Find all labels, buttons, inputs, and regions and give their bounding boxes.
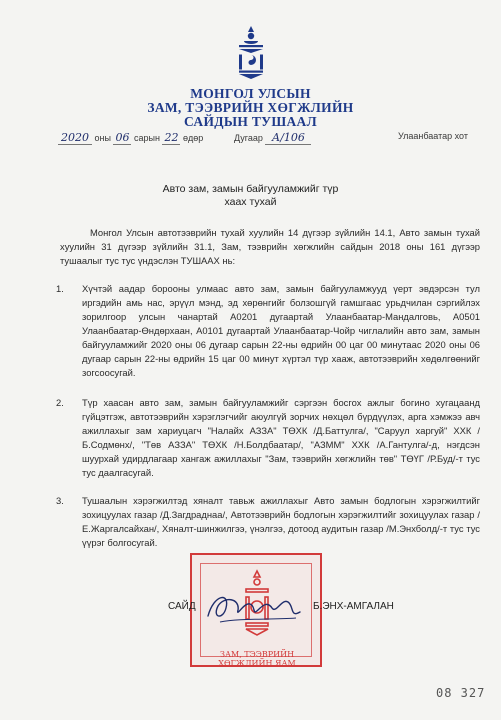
org-title-line1: МОНГОЛ УЛСЫН [190, 86, 311, 101]
item-number: 1. [56, 283, 64, 294]
item-text: Тушаалын хэрэгжилтэд хяналт тавьж ажиллахыг Авто замын бодлогын хэрэгжилтийг зохицуулах газар /Д.Загдраднаа/, Автотээврийн бодлогын хэрэгжилтийг зохицуулах газар /Е.Жаргалсайхан/, Хяналт-шинжилгээ, үнэлгээ, дотоод аудитын газар /М.Энхболд/-т тус тус үүрэг болгосугай. [82, 495, 480, 548]
list-item [56, 282, 480, 380]
signer-title: САЙД [168, 601, 196, 612]
handwritten-signature [200, 588, 310, 628]
item-number: 3. [56, 495, 64, 506]
list-item [56, 494, 480, 550]
state-emblem-icon [233, 26, 269, 82]
date-field [58, 131, 203, 145]
order-number-field [234, 131, 311, 145]
page-number: 08 327 [436, 686, 486, 700]
order-number: А/106 [265, 131, 311, 145]
org-title-line2: ЗАМ, ТЭЭВРИЙН ХӨГЖЛИЙН [147, 100, 354, 115]
day-label: өдөр [182, 133, 204, 143]
city-label: Улаанбаатар хот [398, 131, 468, 141]
intro-paragraph: Монгол Улсын автотээврийн тухай хуулийн 14 дүгээр зүйлийн 14.1, Авто замын тухай хуулийн 31 дүгээр зүйлийн 31.1, Зам, тээврийн хөгжлийн сайдын 2018 оны 161 дүгээр тушаалыг тус тус үндэслэн ТУШААХ нь: [60, 227, 480, 266]
item-text: Түр хаасан авто зам, замын байгууламжийг сэргээн босгох ажлыг богино хугацаанд гүйцэтгэж, автотээврийн хэрэглэгчийг аюулгүй зорчих нөхцөл бүрдүүлэх, арга хэмжээ авч ажиллахыг зам хариуцагч "Налайх АЗЗА" ТӨХК /Д.Баттулга/, "Саруул харгуй" ХХК /Б.Содмөнх/, "Төв АЗЗА" ТӨХК /Н.Болдбаатар/, "АЗММ" ХХК /А.Гантулга/-д, нэгдсэн шуурхай удирдлагаар хангаж ажиллахыг "Зам, тээврийн хөгжлийн төв" ТӨҮГ /Р.Буд/-т тус тус даалгасугай. [82, 397, 480, 478]
list-item [56, 396, 480, 480]
doc-title-line1: Авто зам, замын байгууламжийг түр [162, 183, 339, 195]
month-label: сарын [134, 133, 160, 143]
date-year: 2020 [58, 131, 92, 145]
number-label: Дугаар [234, 133, 263, 143]
org-title-line3: САЙДЫН ТУШААЛ [184, 114, 317, 129]
date-month: 06 [115, 131, 130, 144]
item-number: 2. [56, 397, 64, 408]
signer-name: Б.ЭНХ-АМГАЛАН [313, 601, 394, 612]
stamp-bottom-text: ЗАМ, ТЭЭВРИЙН ХӨГЖЛИЙН ЯАМ [218, 650, 296, 668]
item-text: Хүчтэй аадар борооны улмаас авто зам, замын байгууламжууд үерт эвдэрсэн тул иргэдийн амь нас, эрүүл мэнд, эд хөрөнгийг болзошгүй гамшгаас урьдчилан сэргийлэх зорилгоор улсын чанартай А0201 дугаартай Улаанбаатар-Мандалговь, А0501 Улаанбаатар-Өндөрхаан, А0101 дугаартай Улаанбаатар-Чойр чиглалийн авто зам, замын байгууламжийг 2020 оны 06 дугаар сарын 22-ны өдрийн 00 цаг 00 минутаас 2020 оны 06 дугаар сарын 22-ны өдрийн 15 цаг 00 минут хүртэл түр хааж, автотээврийн хөдөлгөөнийг зогсоосугай. [82, 283, 480, 378]
doc-title-line2: хаах тухай [224, 196, 277, 208]
year-label: оны [94, 133, 111, 143]
date-day: 22 [164, 131, 179, 144]
